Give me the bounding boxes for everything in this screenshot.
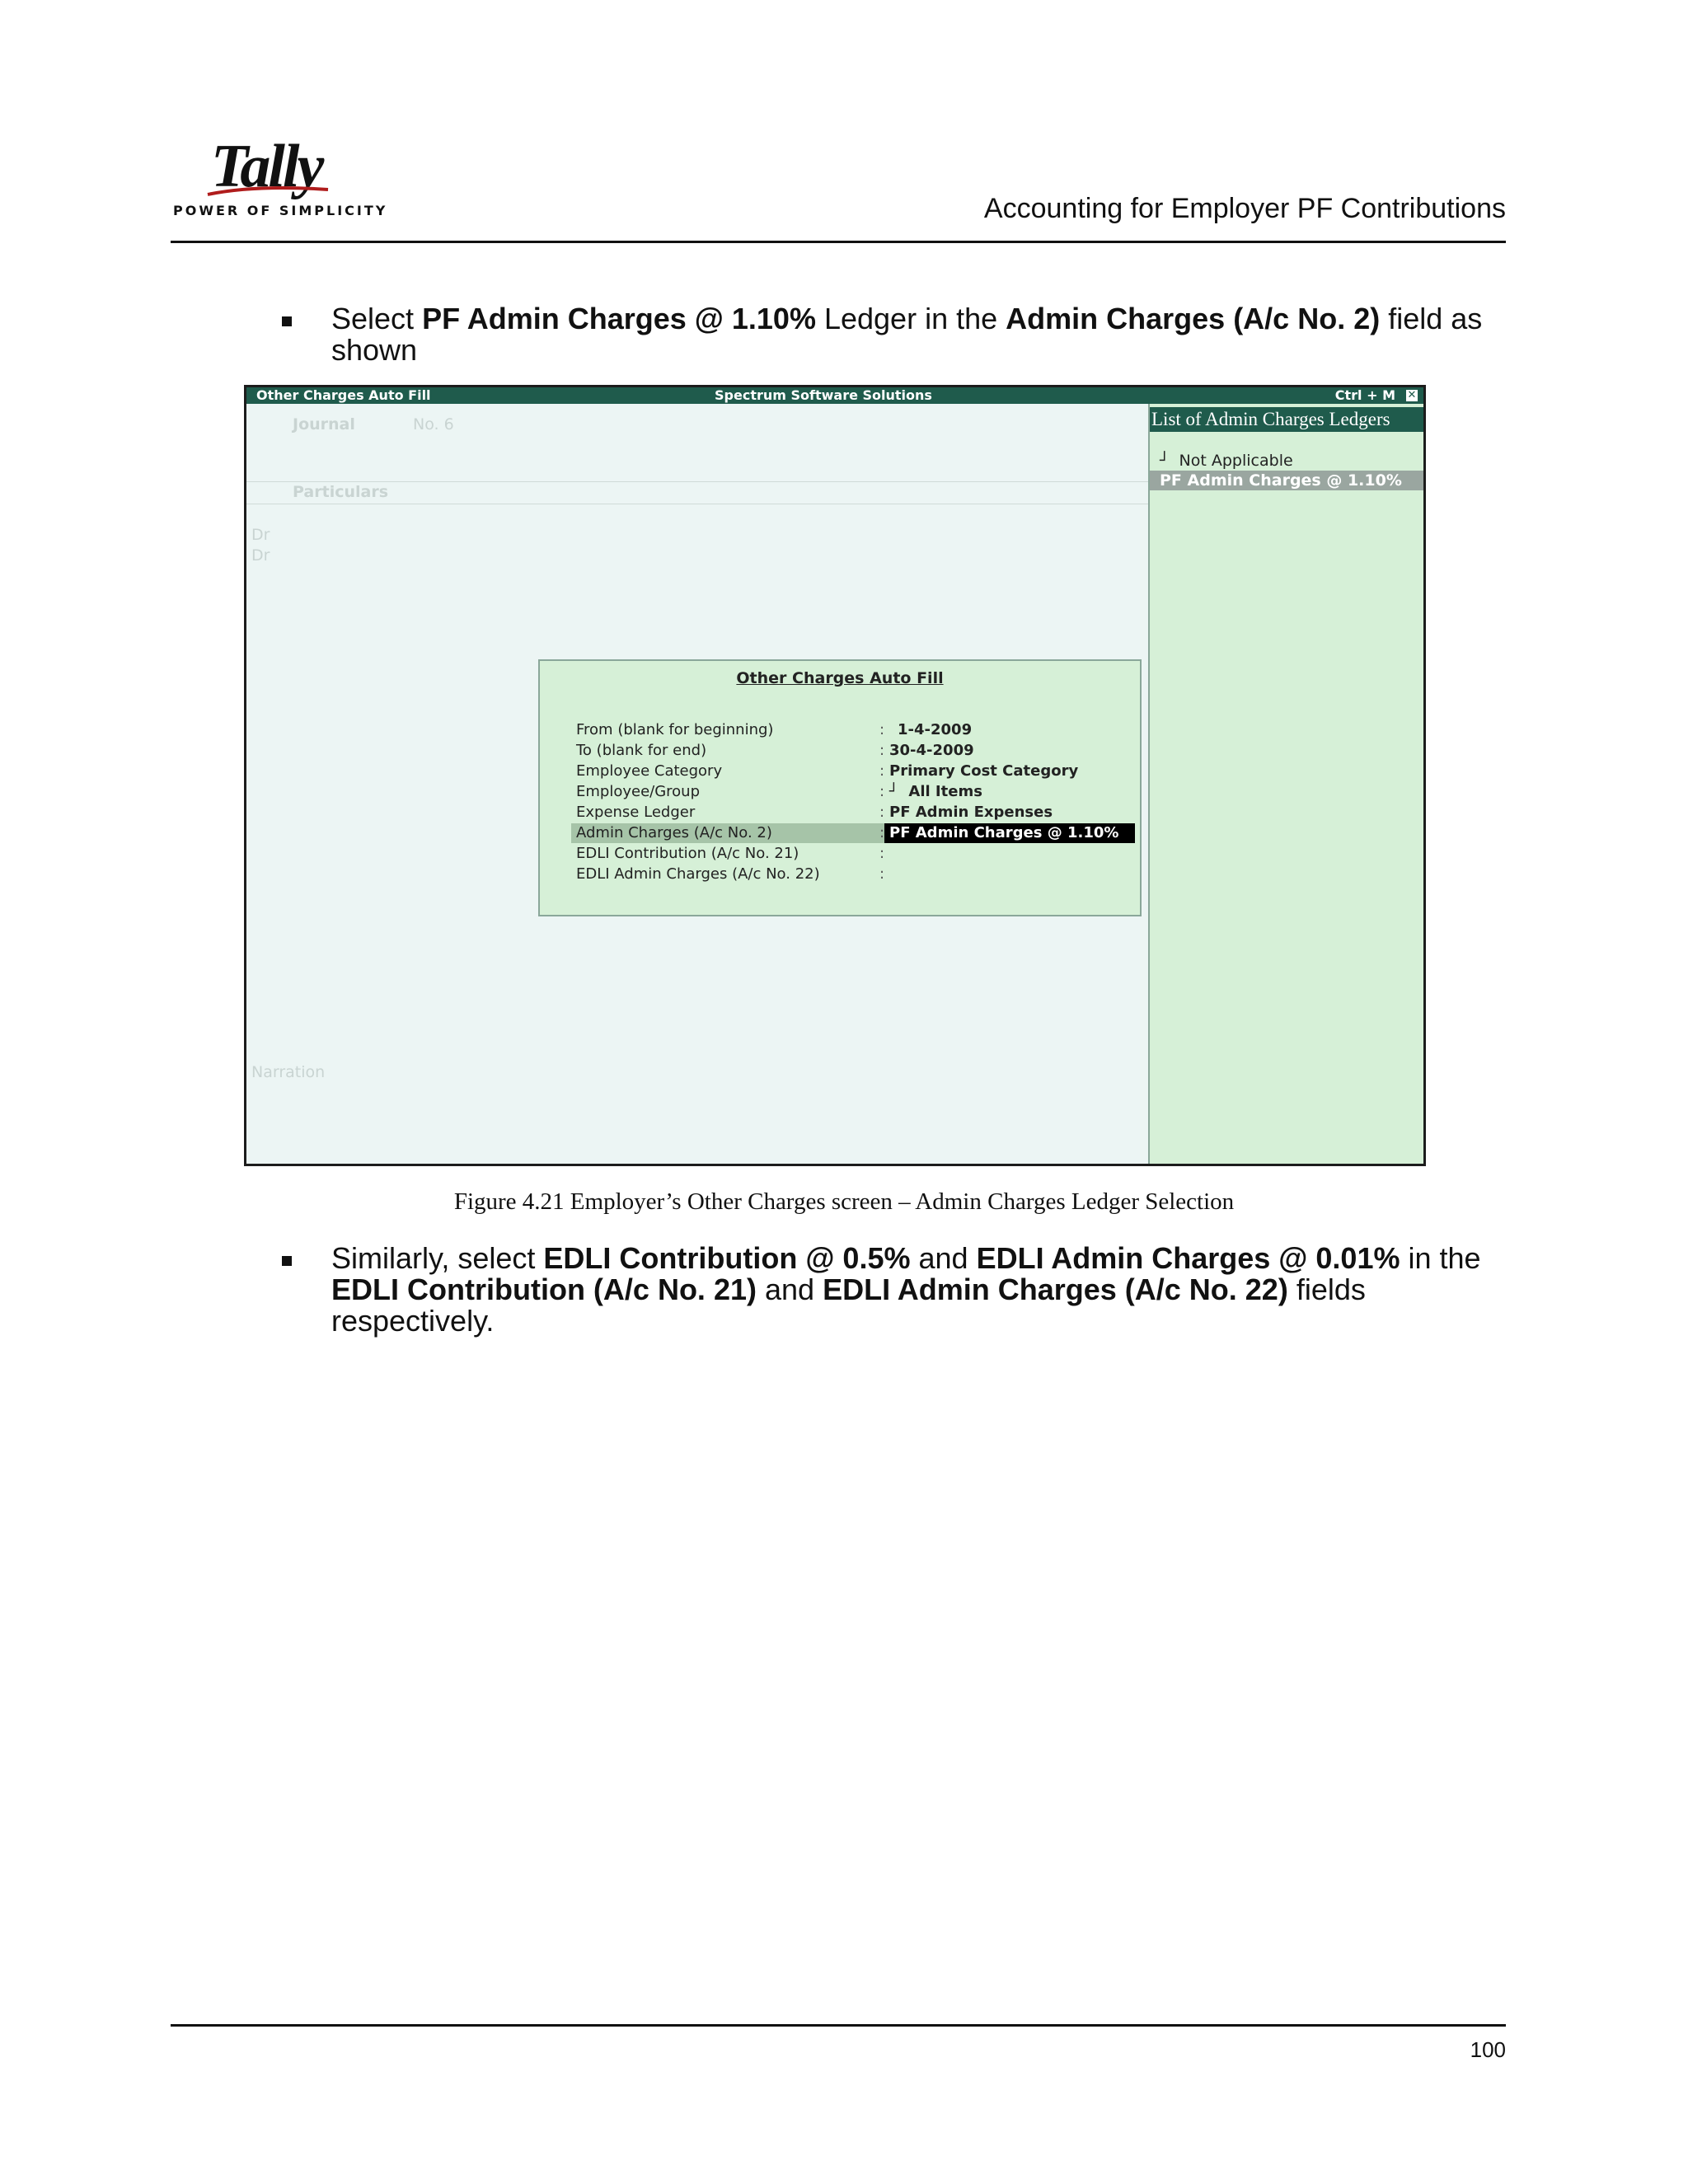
from-date-value[interactable]: 1-4-2009 <box>898 721 973 738</box>
particulars-header: Particulars <box>293 483 389 501</box>
list-title-text: List of Admin Charges Ledgers <box>1151 409 1390 429</box>
employee-group-value[interactable] <box>889 782 982 802</box>
bold-run: EDLI Admin Charges (A/c No. 22) <box>823 1272 1288 1306</box>
text-run: Select <box>331 302 423 335</box>
dr-label: Dr <box>251 546 270 565</box>
window-title: Other Charges Auto Fill <box>256 387 431 403</box>
text-run: and <box>756 1272 823 1306</box>
text-run: Similarly, select <box>331 1241 544 1275</box>
field-row-expense-ledger[interactable] <box>540 803 1140 823</box>
field-label: Admin Charges (A/c No. 2) <box>576 824 772 841</box>
divider <box>246 481 1153 482</box>
voucher-number-label: No. 6 <box>413 415 454 434</box>
field-row-employee-category[interactable] <box>540 762 1140 781</box>
text-run: and <box>910 1241 977 1275</box>
logo-tagline: POWER OF SIMPLICITY <box>173 203 388 218</box>
admin-charges-input[interactable]: PF Admin Charges @ 1.10% <box>884 823 1135 843</box>
field-colon: : <box>879 721 885 738</box>
window-titlebar <box>246 387 1423 404</box>
footer-rule <box>171 2024 1506 2027</box>
expense-ledger-value[interactable]: PF Admin Expenses <box>889 804 1053 821</box>
field-label: From (blank for beginning) <box>576 721 774 738</box>
list-item-label: PF Admin Charges @ 1.10% <box>1160 471 1402 490</box>
bold-run: PF Admin Charges @ 1.10% <box>422 302 816 335</box>
field-colon: : <box>879 742 885 759</box>
tally-screen-figure <box>244 385 1426 1166</box>
field-colon: : <box>879 865 885 883</box>
list-item-not-applicable[interactable] <box>1160 452 1293 470</box>
list-item-pf-admin-charges[interactable] <box>1150 471 1423 490</box>
field-row-from[interactable] <box>540 720 1140 740</box>
text-run: fields respectively. <box>331 1272 1366 1338</box>
admin-ledger-list-panel <box>1148 404 1423 1164</box>
field-label: Employee/Group <box>576 783 701 800</box>
field-colon: : <box>879 845 885 862</box>
company-name: Spectrum Software Solutions <box>715 387 932 403</box>
list-title <box>1150 407 1423 432</box>
field-colon: : <box>879 762 885 780</box>
field-label: To (blank for end) <box>576 742 707 759</box>
field-row-to[interactable] <box>540 741 1140 761</box>
instruction-paragraph-2 <box>331 1243 1485 1337</box>
text-run: in the <box>1400 1241 1481 1275</box>
page-header-title: Accounting for Employer PF Contributions <box>983 193 1506 224</box>
employee-group-text: All Items <box>908 783 982 800</box>
bold-run: EDLI Admin Charges @ 0.01% <box>976 1241 1400 1275</box>
bold-run: EDLI Contribution @ 0.5% <box>543 1241 911 1275</box>
bold-run: EDLI Contribution (A/c No. 21) <box>331 1272 757 1306</box>
list-item-label: Not Applicable <box>1179 452 1293 470</box>
logo-wordmark: Tally <box>211 133 322 200</box>
bullet-square-icon <box>282 1256 292 1266</box>
header-rule <box>171 241 1506 243</box>
field-row-edli-contribution[interactable] <box>540 844 1140 864</box>
end-of-list-marker-icon: ┘ <box>1160 452 1170 470</box>
close-icon[interactable]: ✕ <box>1405 389 1418 402</box>
bullet-square-icon <box>282 316 292 326</box>
field-colon: : <box>879 824 885 841</box>
narration-label: Narration <box>251 1063 326 1081</box>
dialog-title: Other Charges Auto Fill <box>736 669 944 687</box>
field-colon: : <box>879 804 885 821</box>
tally-logo <box>173 132 388 223</box>
to-date-value[interactable]: 30-4-2009 <box>889 742 974 759</box>
shortcut-label: Ctrl + M <box>1334 387 1395 403</box>
field-label: Expense Ledger <box>576 804 696 821</box>
figure-caption: Figure 4.21 Employer’s Other Charges screen – Admin Charges Ledger Selection <box>453 1188 1235 1215</box>
other-charges-autofill-dialog <box>538 659 1142 916</box>
text-run: field as shown <box>331 302 1483 367</box>
logo-swoosh-icon <box>206 183 330 199</box>
page-number: 100 <box>1470 2037 1506 2062</box>
field-row-edli-admin-charges[interactable] <box>540 865 1140 884</box>
voucher-type-label: Journal <box>293 415 355 434</box>
field-label: Employee Category <box>576 762 723 780</box>
field-colon: : <box>879 783 885 800</box>
employee-category-value[interactable]: Primary Cost Category <box>889 762 1079 780</box>
field-row-employee-group[interactable] <box>540 782 1140 802</box>
bold-run: Admin Charges (A/c No. 2) <box>1006 302 1381 335</box>
instruction-paragraph-1 <box>331 303 1485 366</box>
end-of-list-marker-icon: ┘ <box>889 783 898 800</box>
dr-label: Dr <box>251 526 270 544</box>
text-run: Ledger in the <box>815 302 1006 335</box>
field-label: EDLI Contribution (A/c No. 21) <box>576 845 799 862</box>
field-label: EDLI Admin Charges (A/c No. 22) <box>576 865 820 883</box>
field-row-admin-charges[interactable] <box>540 823 1140 843</box>
